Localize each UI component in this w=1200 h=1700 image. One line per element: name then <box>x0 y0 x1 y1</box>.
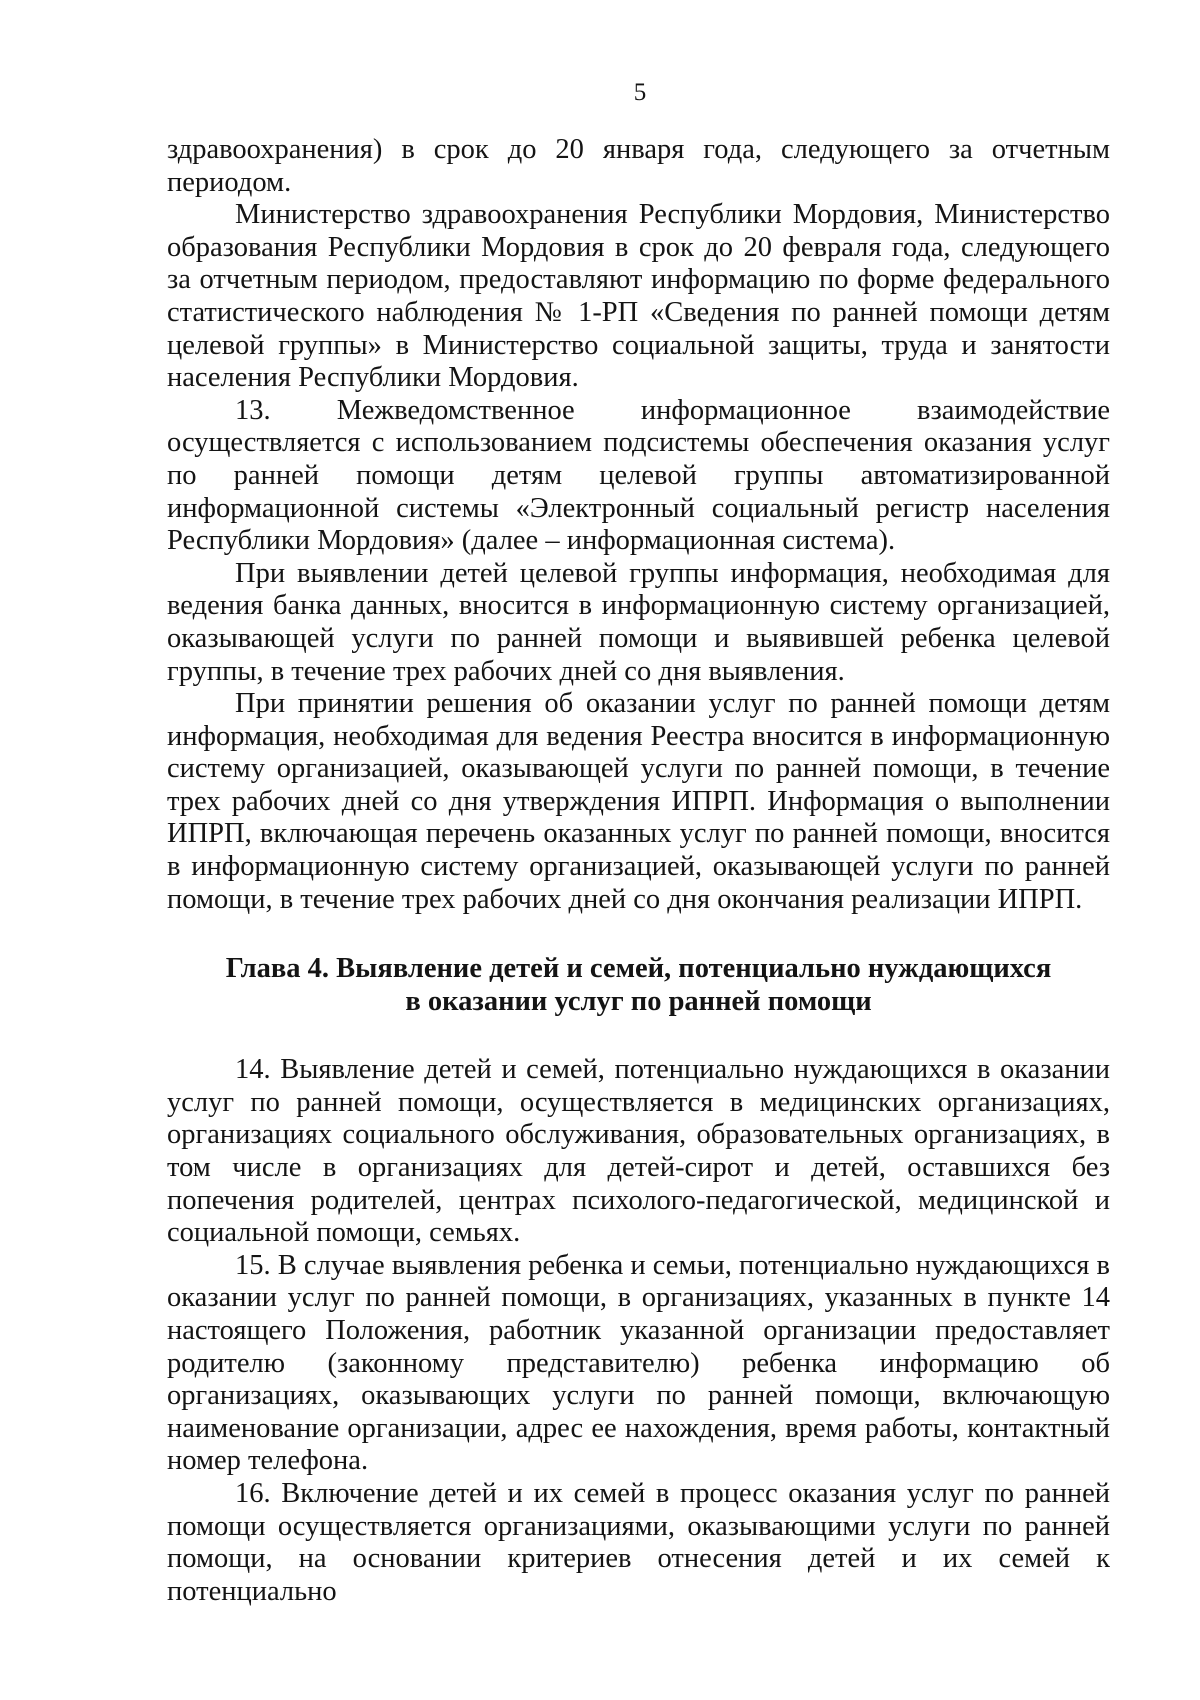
paragraph-continuation: здравоохранения) в срок до 20 января года, следующего за отчетным периодом. <box>167 134 1110 198</box>
paragraph-item-13: 13. Межведомственное информационное взаимодействие осуществляется с использованием подсистемы обеспечения оказания услуг по ранней помощи детям целевой группы автоматизированной информационной системы «Электронный социальный регистр населения Республики Мордовия» (далее – информационная система). <box>167 394 1110 557</box>
paragraph-item-15: 15. В случае выявления ребенка и семьи, потенциально нуждающихся в оказании услуг по ранней помощи, в организациях, указанных в пункте 14 настоящего Положения, работник указанной организации предоставляет родителю (законному представителю) ребенка информацию об организациях, оказывающих услуги по ранней помощи, включающую наименование организации, адрес ее нахождения, время работы, контактный номер телефона. <box>167 1249 1110 1477</box>
page-number: 5 <box>633 79 647 106</box>
document-body <box>167 134 1110 1608</box>
chapter-heading <box>167 952 1110 1018</box>
paragraph-target-group-data: При выявлении детей целевой группы информация, необходимая для ведения банка данных, вносится в информационную систему организацией, оказывающей услуги по ранней помощи и выявившей ребенка целевой группы, в течение трех рабочих дней со дня выявления. <box>167 557 1110 687</box>
chapter-heading-line-1: Глава 4. Выявление детей и семей, потенциально нуждающихся <box>225 953 1052 985</box>
paragraph-item-14: 14. Выявление детей и семей, потенциально нуждающихся в оказании услуг по ранней помощи, осуществляется в медицинских организациях, организациях социального обслуживания, образовательных организациях, в том числе в организациях для детей-сирот и детей, оставшихся без попечения родителей, центрах психолого-педагогической, медицинской и социальной помощи, семьях. <box>167 1054 1110 1249</box>
chapter-heading-line-2: в оказании услуг по ранней помощи <box>405 986 872 1018</box>
paragraph-registry-data: При принятии решения об оказании услуг по ранней помощи детям информация, необходимая для ведения Реестра вносится в информационную систему организацией, оказывающей услуги по ранней помощи, в течение трех рабочих дней со дня утверждения ИПРП. Информация о выполнении ИПРП, включающая перечень оказанных услуг по ранней помощи, вносится в информационную систему организацией, оказывающей услуги по ранней помощи, в течение трех рабочих дней со дня окончания реализации ИПРП. <box>167 688 1110 915</box>
paragraph-item-16: 16. Включение детей и их семей в процесс оказания услуг по ранней помощи осуществляется организациями, оказывающими услуги по ранней помощи, на основании критериев отнесения детей и их семей к потенциально <box>167 1477 1110 1607</box>
paragraph-ministries-reporting: Министерство здравоохранения Республики Мордовия, Министерство образования Республики Мордовия в срок до 20 февраля года, следующего за отчетным периодом, предоставляют информацию по форме федерального статистического наблюдения № 1-РП «Сведения по ранней помощи детям целевой группы» в Министерство социальной защиты, труда и занятости населения Республики Мордовия. <box>167 199 1110 394</box>
